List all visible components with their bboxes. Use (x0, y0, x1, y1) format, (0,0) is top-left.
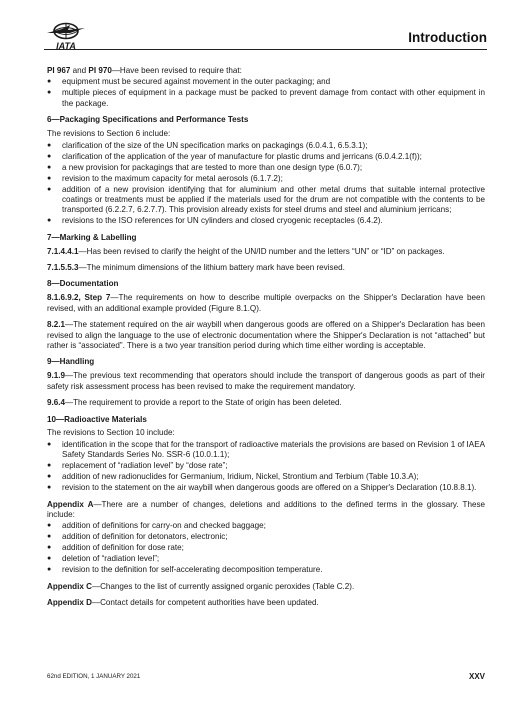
page-content (47, 66, 485, 615)
list-item: ● revisions to the ISO references for UN cylinders and closed cryogenic receptacles (6.4.2). (47, 216, 383, 226)
list-item: ● addition of a new provision identifying that for aluminium and other metal drums that suitable internal protective coatings or treatments must be applied if the materials used for the drum are not compatible with the contents to be transported (6.2.2.7, 6.2.7.7). This provision already exists for steel drums and steel and aluminium jerricans; (47, 184, 485, 215)
section-7-paragraph: 7.1.4.4.1—Has been revised to clarify the height of the UN/ID number and the letters “UN” or “ID” on packages. (47, 246, 445, 256)
section-9-paragraph: 9.6.4—The requirement to provide a report to the State of origin has been deleted. (47, 398, 342, 408)
section-6-heading: 6—Packaging Specifications and Performance Tests (47, 115, 249, 125)
list-item: ● clarification of the application of the year of manufacture for plastic drums and jerricans (6.0.4.2.1(f)); (47, 151, 422, 161)
page-header (44, 22, 487, 52)
list-item: ● deletion of “radiation level”; (47, 554, 160, 564)
list-item: ● addition of definitions for carry-on and checked baggage; (47, 521, 266, 531)
appendix-c-paragraph: Appendix C—Changes to the list of currently assigned organic peroxides (Table C.2). (47, 581, 355, 591)
section-8-paragraph: 8.1.6.9.2, Step 7—The requirements on how to describe multiple overpacks on the Shipper's Declaration have been revised, with an additional example provided (Figure 8.1.Q). (47, 293, 485, 313)
section-7-paragraph: 7.1.5.5.3—The minimum dimensions of the lithium battery mark have been revised. (47, 263, 345, 273)
list-item: ● clarification of the size of the UN specification marks on packagings (6.0.4.1, 6.5.3.1); (47, 140, 368, 150)
section-10-list (47, 440, 485, 494)
iata-logo (44, 22, 88, 50)
list-item: ● revision to the maximum capacity for metal aerosols (6.1.7.2); (47, 173, 283, 183)
section-6-list (47, 141, 485, 227)
pi-list (47, 77, 485, 109)
page-title: Introduction (408, 30, 487, 45)
pi-paragraph: PI 967 and PI 970—Have been revised to require that: (47, 66, 242, 75)
section-9-heading: 9—Handling (47, 357, 95, 367)
logo-wordmark: IATA (56, 41, 76, 50)
page-number: XXV (468, 672, 485, 681)
section-7-heading: 7—Marking & Labelling (47, 232, 137, 242)
appendix-d-paragraph: Appendix D—Contact details for competent authorities have been updated. (47, 598, 319, 608)
list-item: ● a new provision for packagings that are tested to more than one design type (6.0.7); (47, 162, 363, 172)
list-item: ● equipment must be secured against movement in the outer packaging; and (47, 77, 331, 87)
header-divider (44, 49, 487, 50)
edition-label: 62nd EDITION, 1 JANUARY 2021 (47, 673, 141, 680)
list-item: ● addition of definition for detonators, electronic; (47, 532, 228, 542)
section-8-paragraph: 8.2.1—The statement required on the air waybill when dangerous goods are offered on a Shipper's Declaration has been revised to align the language to the use of electronic documentation where the Shipper's Declaration is not “attached” but rather is “associated”. There is a two year transition period during which time either wording is acceptable. (47, 320, 485, 350)
list-item: ● identification in the scope that for the transport of radioactive materials the provisions are based on Revision 1 of IAEA Safety Standards Series No. SSR-6 (10.0.1.1); (47, 439, 485, 460)
list-item: ● addition of definition for dose rate; (47, 543, 184, 553)
list-item: ● revision to the definition for self-accelerating decomposition temperature. (47, 565, 323, 575)
list-item: ● addition of new radionuclides for Germanium, Iridium, Nickel, Strontium and Terbium (Table 10.3.A); (47, 472, 419, 482)
section-8-heading: 8—Documentation (47, 279, 119, 289)
appendix-a-paragraph: Appendix A—There are a number of changes, deletions and additions to the defined terms in the glossary. These include: (47, 499, 485, 520)
list-item: ● multiple pieces of equipment in a package must be packed to prevent damage from contact with other equipment in the package. (47, 88, 485, 108)
section-10-heading: 10—Radioactive Materials (47, 414, 147, 424)
section-10-intro: The revisions to Section 10 include: (47, 428, 175, 438)
section-9-paragraph: 9.1.9—The previous text recommending that operators should include the transport of dangerous goods as part of their safety risk assessment process has been revised to make the requirement mandatory. (47, 371, 485, 391)
appendix-a-list (47, 521, 485, 575)
section-6-intro: The revisions to Section 6 include: (47, 129, 171, 139)
list-item: ● revision to the statement on the air waybill when dangerous goods are offered on a Shipper's Declaration (10.8.8.1). (47, 483, 477, 493)
list-item: ● replacement of “radiation level” by “dose rate”; (47, 461, 228, 471)
